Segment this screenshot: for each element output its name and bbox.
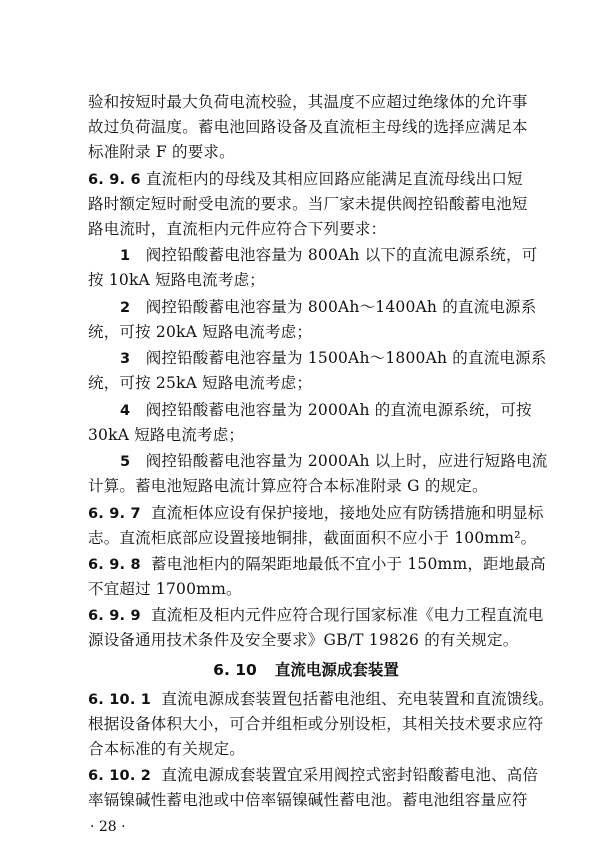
- text-line: 计算。蓄电池短路电流计算应符合本标准附录 G 的规定。: [88, 477, 488, 495]
- list-text: 阀控铅酸蓄电池容量为 2000Ah 的直流电源系统，可按: [145, 401, 532, 419]
- clause-number: 6. 9. 7: [88, 506, 141, 522]
- list-number: 1: [120, 248, 131, 264]
- clause-number: 6. 10. 2: [88, 768, 152, 784]
- clause-number: 6. 9. 8: [88, 557, 141, 573]
- clause-number: 6. 9. 6: [88, 172, 141, 188]
- clause-number: 6. 10. 1: [88, 692, 152, 708]
- clause-number: 6. 9. 9: [88, 608, 141, 624]
- list-item-2: [120, 297, 556, 318]
- clause-text: 直流电源成套装置包括蓄电池组、充电装置和直流馈线。: [161, 690, 554, 708]
- list-number: 3: [120, 351, 131, 367]
- text-line: 不宜超过 1700mm。: [88, 580, 242, 598]
- page-number: · 28 ·: [90, 819, 126, 835]
- text-line: 30kA 短路电流考虑；: [88, 426, 245, 444]
- clause-text: 直流柜体应设有保护接地，接地处应有防锈措施和明显标: [151, 504, 544, 522]
- list-number: 5: [120, 454, 131, 470]
- list-number: 2: [120, 300, 131, 316]
- text-line: 路时额定短时耐受电流的要求。当厂家未提供阀控铅酸蓄电池短: [88, 195, 528, 213]
- section-number: 6. 10: [213, 661, 257, 679]
- list-item-4: [120, 400, 556, 421]
- text-line: 志。直流柜底部应设置接地铜排，截面面积不应小于 100mm²。: [88, 529, 537, 547]
- list-text: 阀控铅酸蓄电池容量为 1500Ah～1800Ah 的直流电源系: [145, 349, 547, 367]
- text-line: 路电流时，直流柜内元件应符合下列要求：: [88, 220, 387, 238]
- text-line: 标准附录 F 的要求。: [88, 143, 235, 161]
- list-text: 阀控铅酸蓄电池容量为 800Ah～1400Ah 的直流电源系: [145, 298, 537, 316]
- text-line: 根据设备体积大小，可合并组柜或分别设柜，其相关技术要求应符: [88, 715, 544, 733]
- clause-text: 直流电源成套装置宜采用阀控式密封铅酸蓄电池、高倍: [161, 766, 539, 784]
- text-line: 故过负荷温度。蓄电池回路设备及直流柜主母线的选择应满足本: [88, 118, 528, 136]
- list-number: 4: [120, 403, 131, 419]
- list-text: 阀控铅酸蓄电池容量为 800Ah 以下的直流电源系统，可: [145, 246, 538, 264]
- text-line: 统，可按 25kA 短路电流考虑；: [88, 374, 313, 392]
- list-item-3: [120, 348, 556, 369]
- text-line: 源设备通用技术条件及安全要求》GB/T 19826 的有关规定。: [88, 631, 519, 649]
- text-line: 按 10kA 短路电流考虑；: [88, 271, 265, 289]
- clause-text: 直流柜及柜内元件应符合现行国家标准《电力工程直流电: [151, 606, 544, 624]
- list-item-1: [120, 245, 556, 266]
- clause-6-10-2: [88, 765, 556, 786]
- text-line: 率镉镍碱性蓄电池或中倍率镉镍碱性蓄电池。蓄电池组容量应符: [88, 791, 528, 809]
- clause-6-9-6: [88, 169, 556, 190]
- clause-6-9-9: [88, 605, 556, 626]
- section-heading: [0, 660, 612, 680]
- list-text: 阀控铅酸蓄电池容量为 2000Ah 以上时，应进行短路电流: [145, 452, 548, 470]
- text-line: 验和按短时最大负荷电流校验，其温度不应超过绝缘体的允许事: [88, 93, 528, 111]
- text-line: 统，可按 20kA 短路电流考虑；: [88, 323, 313, 341]
- clause-6-9-7: [88, 503, 556, 524]
- text-line: 合本标准的有关规定。: [88, 740, 246, 758]
- clause-6-9-8: [88, 554, 556, 575]
- clause-text: 直流柜内的母线及其相应回路应能满足直流母线出口短: [145, 170, 523, 188]
- list-item-5: [120, 451, 556, 472]
- section-title: 直流电源成套装置: [274, 661, 399, 679]
- clause-6-10-1: [88, 689, 556, 710]
- clause-text: 蓄电池柜内的隔架距地最低不宜小于 150mm，距地最高: [151, 555, 546, 573]
